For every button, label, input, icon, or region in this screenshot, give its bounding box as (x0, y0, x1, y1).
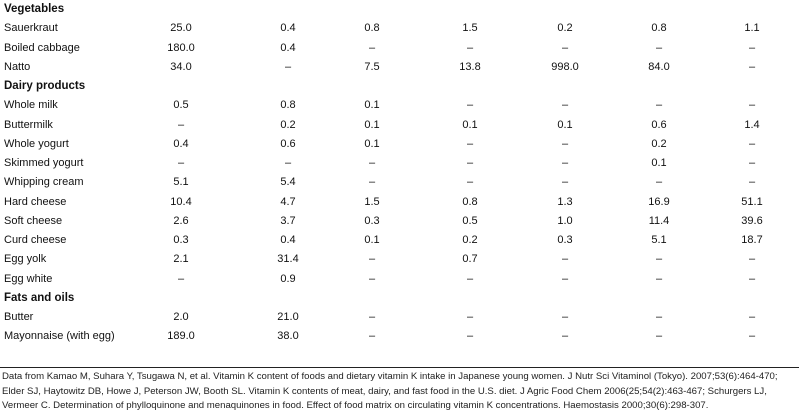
value-cell: – (655, 311, 663, 323)
value-cell: – (655, 330, 663, 343)
value-cell: 0.8 (651, 22, 667, 35)
value-cell: – (284, 157, 292, 169)
value-cell: – (368, 253, 376, 266)
table-row (0, 231, 799, 250)
section-title: Dairy products (4, 80, 86, 92)
food-name: Whole yogurt (4, 137, 69, 150)
section-title: Vegetables (4, 3, 65, 15)
value-cell: 0.3 (364, 214, 380, 227)
value-cell: – (177, 272, 185, 285)
value-cell: – (368, 311, 376, 323)
value-cell: 0.2 (557, 22, 573, 35)
value-cell: – (748, 311, 756, 323)
value-cell: 0.6 (651, 118, 667, 131)
food-name: Natto (4, 60, 31, 73)
value-cell: 25.0 (170, 22, 192, 35)
table-footnote: Data from Kamao M, Suhara Y, Tsugawa N, et al. Vitamin K content of foods and dietary vitamin K intake in Japanese young women. J Nutr Sci Vitaminol (Tokyo). 2007;53(6):464-470; Elder SJ, Haytowitz DB, Howe J, Peterson JW, Booth SL. Vitamin K contents of meat, dairy, and fast food in the U.S. diet. J Agric Food Chem 2006(25;54(2):463-467; Schurgers LJ, Vermeer C. Determination of phylloquinone and menaquinones in food. Effect of food matrix on circulating vitamin K concentrations. Haemostasis 2000;30(6):298-307. (2, 371, 778, 411)
value-cell: 0.4 (280, 41, 296, 54)
value-cell: 11.4 (648, 214, 670, 227)
value-cell: – (655, 253, 663, 266)
value-cell: – (561, 272, 569, 285)
section-title: Fats and oils (4, 291, 75, 304)
value-cell: – (466, 311, 474, 323)
value-cell: 5.4 (280, 176, 296, 189)
value-cell: – (561, 330, 569, 343)
table-row (0, 327, 799, 346)
food-name: Egg white (4, 272, 53, 285)
value-cell: 7.5 (364, 60, 380, 73)
table-row (0, 19, 799, 38)
table-row (0, 308, 799, 327)
value-cell: 0.1 (462, 118, 478, 131)
value-cell: – (561, 253, 569, 266)
value-cell: – (561, 157, 569, 169)
value-cell: – (284, 60, 292, 73)
food-name: Egg yolk (4, 253, 47, 266)
value-cell: 1.3 (557, 195, 573, 208)
value-cell: – (655, 99, 663, 112)
value-cell: 38.0 (277, 330, 299, 343)
value-cell: 0.8 (280, 99, 296, 112)
food-name: Curd cheese (4, 234, 67, 246)
value-cell: 180.0 (167, 41, 195, 54)
value-cell: – (561, 137, 569, 150)
table-row (0, 173, 799, 192)
value-cell: – (748, 157, 756, 169)
value-cell: 1.5 (462, 22, 478, 35)
value-cell: 0.3 (557, 234, 573, 246)
section-heading (0, 77, 799, 96)
food-name: Hard cheese (4, 195, 67, 208)
value-cell: 13.8 (459, 60, 481, 73)
value-cell: 0.5 (173, 99, 189, 112)
value-cell: 0.6 (280, 137, 296, 150)
value-cell: – (466, 176, 474, 189)
table-row (0, 212, 799, 231)
food-name: Whipping cream (4, 176, 84, 189)
value-cell: 21.0 (277, 311, 299, 323)
value-cell: 3.7 (280, 214, 296, 227)
food-name: Mayonnaise (with egg) (4, 330, 115, 343)
value-cell: – (466, 41, 474, 54)
value-cell: – (177, 118, 185, 131)
value-cell: 2.0 (173, 311, 189, 323)
value-cell: – (561, 99, 569, 112)
value-cell: 10.4 (170, 195, 192, 208)
value-cell: – (748, 272, 756, 285)
value-cell: – (177, 157, 185, 169)
value-cell: – (748, 41, 756, 54)
value-cell: 1.5 (364, 195, 380, 208)
value-cell: 2.6 (173, 214, 189, 227)
value-cell: – (368, 272, 376, 285)
value-cell: 189.0 (167, 330, 195, 343)
value-cell: 0.2 (651, 137, 667, 150)
value-cell: 1.1 (744, 22, 760, 35)
value-cell: 1.0 (557, 214, 573, 227)
value-cell: 0.1 (364, 99, 380, 112)
value-cell: 0.1 (557, 118, 573, 131)
value-cell: 0.8 (364, 22, 380, 35)
table-row (0, 270, 799, 289)
value-cell: 84.0 (648, 60, 670, 73)
value-cell: 0.1 (651, 157, 667, 169)
value-cell: 39.6 (741, 214, 763, 227)
food-name: Boiled cabbage (4, 41, 80, 54)
value-cell: – (466, 272, 474, 285)
table-row (0, 193, 799, 212)
value-cell: 0.2 (462, 234, 478, 246)
value-cell: 34.0 (170, 60, 192, 73)
table-row (0, 96, 799, 115)
value-cell: 18.7 (741, 234, 763, 246)
table-row (0, 58, 799, 77)
table-row (0, 250, 799, 269)
value-cell: – (561, 311, 569, 323)
value-cell: 0.4 (280, 22, 296, 35)
value-cell: – (748, 253, 756, 266)
value-cell: – (748, 60, 756, 73)
table-row (0, 154, 799, 173)
table-row (0, 116, 799, 135)
value-cell: 0.7 (462, 253, 478, 266)
value-cell: – (368, 41, 376, 54)
value-cell: – (561, 41, 569, 54)
value-cell: – (655, 41, 663, 54)
value-cell: – (748, 137, 756, 150)
value-cell: 0.9 (280, 272, 296, 285)
value-cell: 0.5 (462, 214, 478, 227)
food-name: Sauerkraut (4, 22, 58, 35)
value-cell: – (466, 330, 474, 343)
value-cell: 5.1 (651, 234, 667, 246)
value-cell: – (368, 157, 376, 169)
section-heading (0, 0, 799, 19)
food-name: Soft cheese (4, 214, 63, 227)
value-cell: 5.1 (173, 176, 189, 189)
value-cell: 0.1 (364, 137, 380, 150)
value-cell: 16.9 (648, 195, 670, 208)
value-cell: – (466, 157, 474, 169)
value-cell: – (466, 99, 474, 112)
value-cell: 0.4 (173, 137, 189, 150)
value-cell: – (748, 176, 756, 189)
value-cell: 0.2 (280, 118, 296, 131)
value-cell: – (368, 176, 376, 189)
value-cell: – (655, 176, 663, 189)
value-cell: 1.4 (744, 118, 760, 131)
table-row (0, 135, 799, 154)
food-name: Buttermilk (4, 118, 53, 131)
food-name: Butter (4, 311, 34, 323)
table-row (0, 39, 799, 58)
value-cell: 0.1 (364, 234, 380, 246)
value-cell: 0.8 (462, 195, 478, 208)
value-cell: 4.7 (280, 195, 296, 208)
value-cell: – (748, 99, 756, 112)
value-cell: 0.1 (364, 118, 380, 131)
value-cell: – (368, 330, 376, 343)
value-cell: – (748, 330, 756, 343)
value-cell: 0.3 (173, 234, 189, 246)
food-name: Whole milk (4, 99, 58, 112)
food-name: Skimmed yogurt (4, 157, 84, 169)
table-bottom-rule (0, 367, 799, 368)
section-heading (0, 289, 799, 308)
value-cell: 0.4 (280, 234, 296, 246)
value-cell: 51.1 (741, 195, 763, 208)
value-cell: 2.1 (173, 253, 189, 266)
value-cell: 31.4 (277, 253, 299, 266)
value-cell: – (466, 137, 474, 150)
value-cell: 998.0 (551, 60, 579, 73)
value-cell: – (655, 272, 663, 285)
value-cell: – (561, 176, 569, 189)
